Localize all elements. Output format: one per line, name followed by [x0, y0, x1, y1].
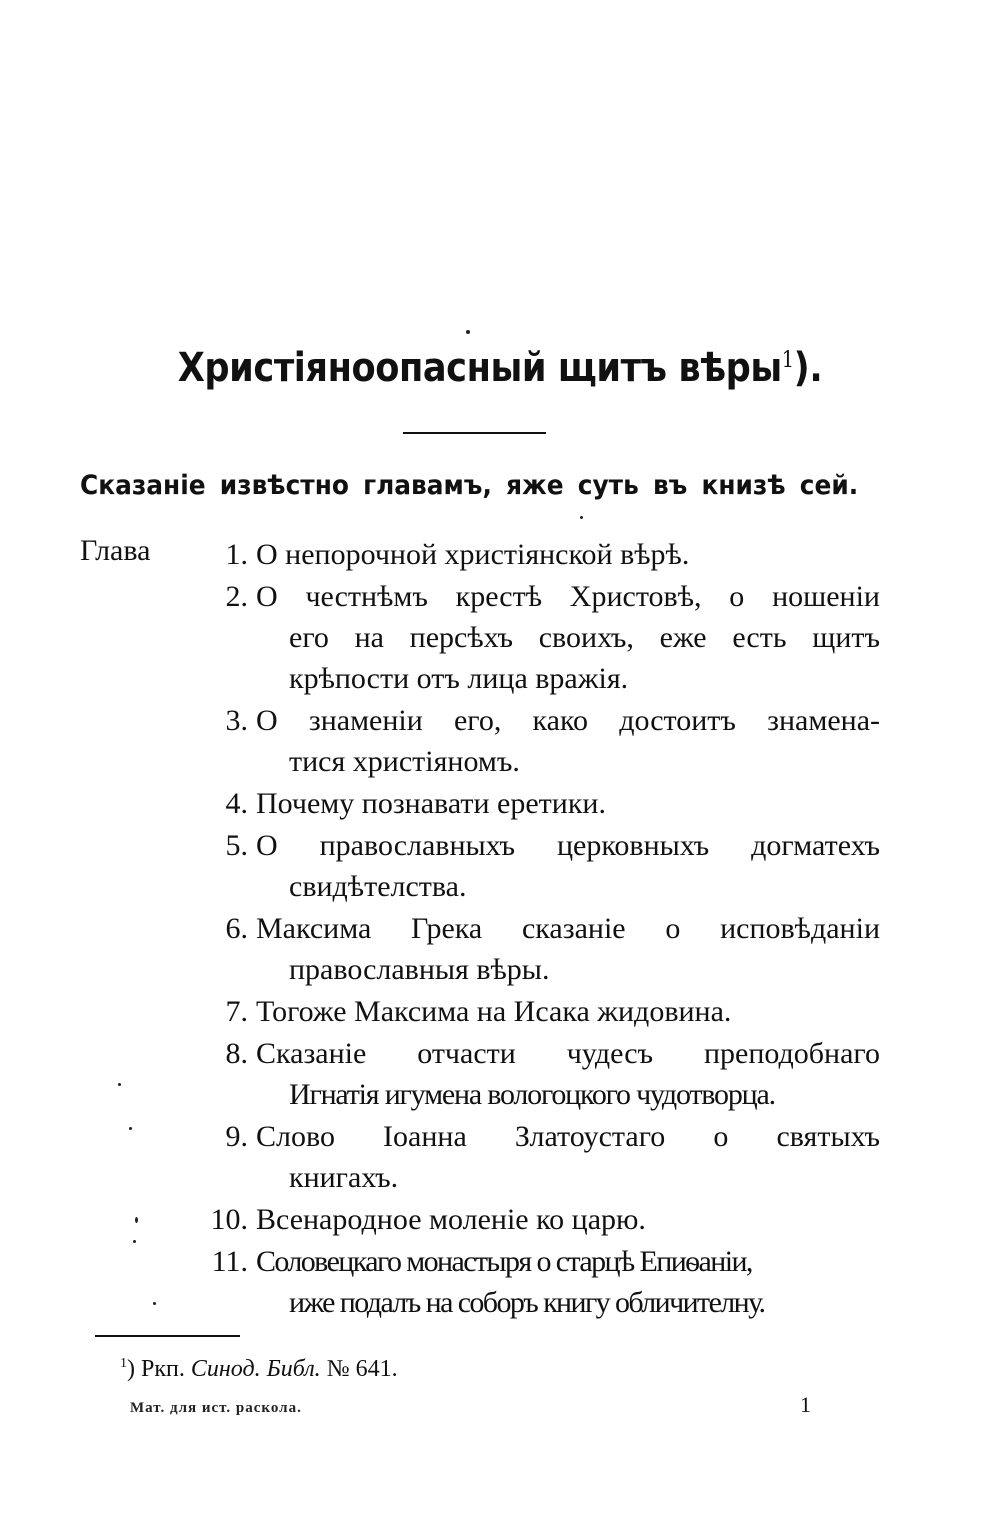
print-speck: [466, 330, 470, 334]
toc-entry-line: Максима Грека сказаніе о исповѣданіи: [256, 912, 880, 945]
print-speck: [580, 516, 583, 519]
footnote: [120, 1356, 398, 1383]
page-number: 1: [800, 1392, 811, 1417]
toc-entry-number: 7.: [225, 995, 248, 1028]
toc-entry-line: крѣпости отъ лица вражія.: [289, 662, 629, 695]
footnote-prefix: ) Ркп.: [127, 1356, 185, 1382]
toc-entry-line: О честнѣмъ крестѣ Христовѣ, о ношеніи: [256, 580, 880, 613]
toc-entry-line: его на персѣхъ своихъ, еже есть щитъ: [289, 621, 880, 654]
toc-entry-number: 6.: [225, 912, 248, 945]
toc-entry-8: [190, 1033, 890, 1115]
print-speck: [129, 1127, 132, 1130]
toc-entry-line: Сказаніе отчасти чудесъ преподобнаго: [256, 1037, 880, 1070]
footnote-rule: [95, 1335, 240, 1337]
toc-entry-line: книгахъ.: [289, 1161, 399, 1194]
toc-entry-line: Игнатія игумена вологоцкого чудотворца.: [289, 1078, 775, 1111]
toc-entry-7: [190, 991, 890, 1032]
print-speck: [133, 1240, 136, 1243]
toc-entry-line: О православныхъ церковныхъ догматехъ: [256, 829, 880, 862]
signature-mark: Мат. для ист. раскола.: [130, 1400, 302, 1416]
toc-entry-line: Тогоже Максима на Исака жидовина.: [256, 995, 732, 1028]
toc-entry-6: [190, 908, 890, 990]
toc-entry-line: О знаменіи его, како достоитъ знамена-: [256, 704, 880, 737]
footnote-source: Синод. Библ.: [190, 1356, 321, 1382]
toc-entry-line: православныя вѣры.: [289, 953, 550, 986]
toc-entry-number: 4.: [225, 787, 248, 820]
toc-entry-3: [190, 700, 890, 782]
table-of-contents: [190, 534, 890, 1324]
toc-entry-number: 3.: [225, 704, 248, 737]
title-rule: [403, 432, 546, 434]
toc-entry-number: 5.: [225, 829, 248, 862]
contents-heading: Сказаніе извѣстно главамъ, яже суть въ книзѣ сей.: [80, 470, 859, 501]
glava-label: Глава: [80, 534, 151, 567]
toc-entry-line: Соловецкаго монастыря о старцѣ Епиѳаніи,: [256, 1245, 752, 1278]
toc-entry-line: Почему познавати еретики.: [256, 787, 606, 820]
toc-entry-line: О непорочной христіянской вѣрѣ.: [256, 538, 690, 571]
toc-entry-line: свидѣтелства.: [289, 870, 467, 903]
title-note-mark: 1: [781, 348, 794, 373]
toc-entry-9: [190, 1116, 890, 1198]
toc-entry-number: 9.: [225, 1120, 248, 1153]
toc-entry-1: [190, 534, 890, 575]
toc-entry-number: 2.: [225, 580, 248, 613]
title-text: Христіяноопасный щитъ вѣры: [177, 345, 782, 391]
toc-entry-4: [190, 783, 890, 824]
toc-entry-2: [190, 576, 890, 699]
toc-entry-5: [190, 825, 890, 907]
toc-entry-line: Слово Іоанна Златоустаго о святыхъ: [256, 1120, 880, 1153]
toc-entry-11: [190, 1241, 890, 1323]
print-speck: [153, 1302, 156, 1305]
toc-entry-line: Всенародное моленіе ко царю.: [256, 1203, 646, 1236]
toc-entry-number: 11.: [211, 1245, 248, 1278]
print-speck: [118, 1083, 121, 1086]
footnote-mark: 1: [120, 1356, 127, 1371]
toc-entry-number: 10.: [210, 1203, 248, 1236]
toc-entry-line: иже подалъ на соборъ книгу обличителну.: [289, 1286, 765, 1319]
print-speck: [135, 1217, 138, 1223]
toc-entry-number: 8.: [225, 1037, 248, 1070]
title-closing: ).: [793, 345, 823, 391]
footnote-number: № 641.: [326, 1356, 398, 1382]
toc-entry-line: тися христіяномъ.: [289, 745, 520, 778]
document-title: [60, 345, 940, 391]
toc-entry-number: 1.: [225, 538, 248, 571]
toc-entry-10: [190, 1199, 890, 1240]
